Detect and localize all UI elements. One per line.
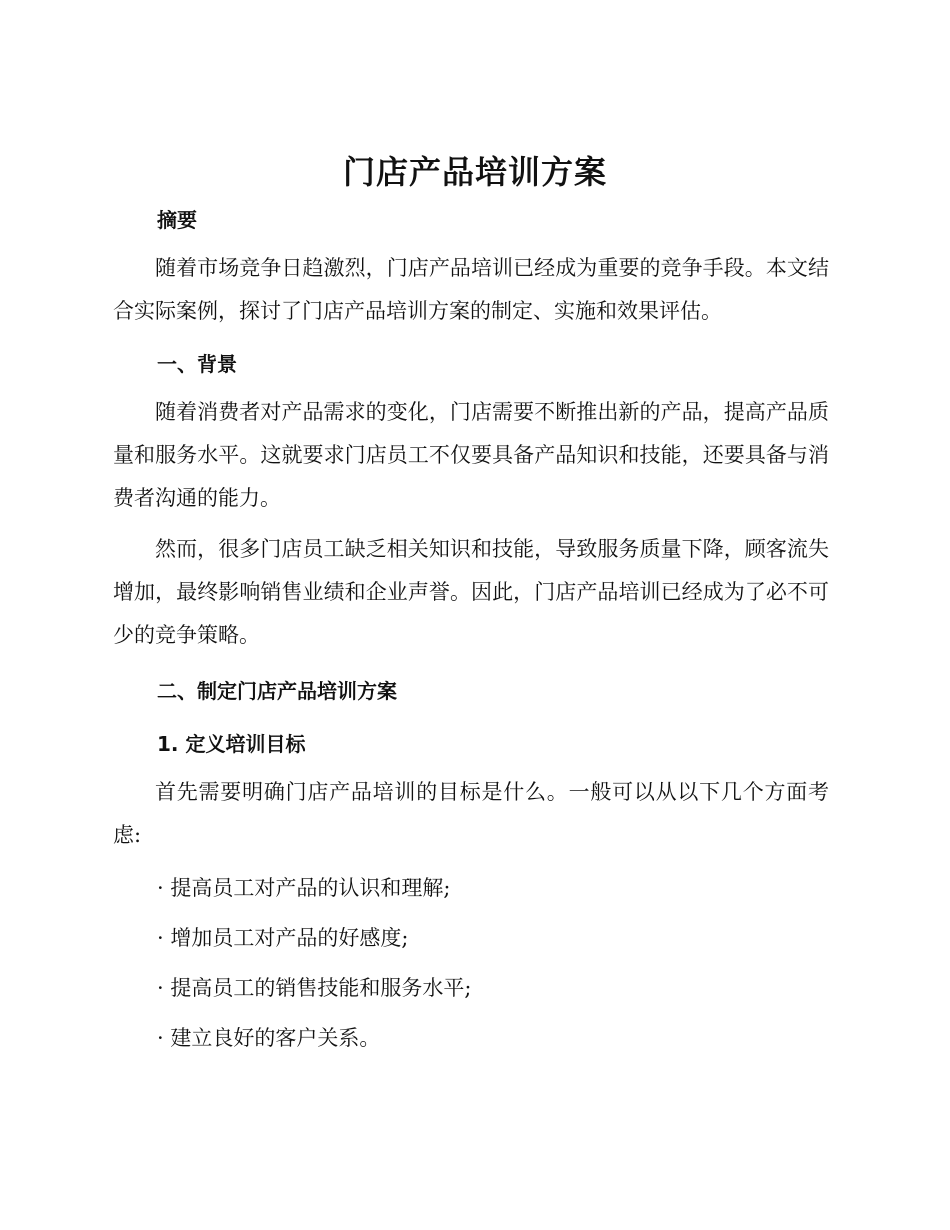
abstract-heading: 摘要	[157, 208, 197, 232]
document-title: 门店产品培训方案	[342, 153, 607, 191]
section1-heading: 一、背景	[157, 352, 237, 376]
list-item: · 增加员工对产品的好感度;	[157, 926, 409, 950]
section1-paragraph-2: 然而，很多门店员工缺乏相关知识和技能，导致服务质量下降，顾客流失增加，最终影响销售业绩和企业声誉。因此，门店产品培训已经成为了必不可少的竞争策略。	[113, 537, 829, 647]
section2-sub1-paragraph: 首先需要明确门店产品培训的目标是什么。一般可以从以下几个方面考虑:	[113, 780, 829, 847]
document-body	[113, 201, 829, 1057]
abstract-paragraph: 随着市场竞争日趋激烈，门店产品培训已经成为重要的竞争手段。本文结合实际案例，探讨了门店产品培训方案的制定、实施和效果评估。	[113, 256, 829, 323]
section2-heading: 二、制定门店产品培训方案	[157, 679, 397, 703]
list-item: · 提高员工对产品的认识和理解;	[157, 876, 451, 900]
section1-paragraph-1: 随着消费者对产品需求的变化，门店需要不断推出新的产品，提高产品质量和服务水平。这就要求门店员工不仅要具备产品知识和技能，还要具备与消费者沟通的能力。	[113, 400, 829, 510]
list-item: · 建立良好的客户关系。	[157, 1026, 381, 1050]
section2-sub1-heading: 1. 定义培训目标	[157, 732, 306, 756]
list-item: · 提高员工的销售技能和服务水平;	[157, 976, 472, 1000]
